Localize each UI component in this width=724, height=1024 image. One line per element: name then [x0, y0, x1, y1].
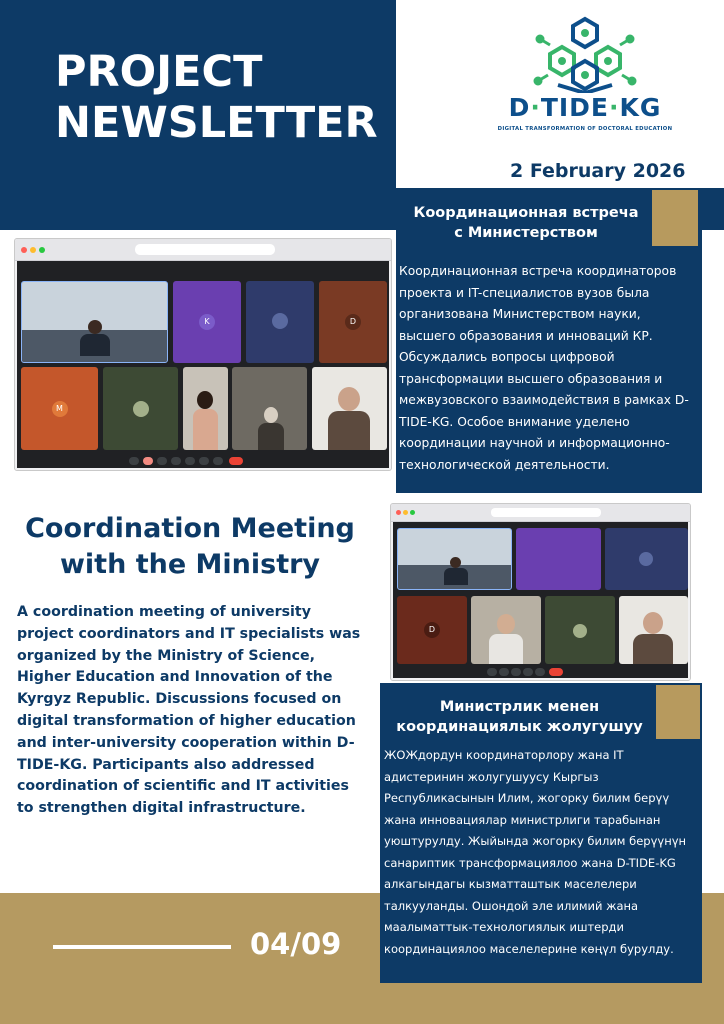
video-tile	[605, 528, 688, 590]
video-call-grid	[393, 522, 688, 678]
video-tile	[103, 367, 178, 450]
logo-separator-2: ·	[609, 93, 620, 122]
participant-head	[338, 387, 360, 411]
avatar	[272, 313, 288, 329]
video-tile	[173, 281, 241, 363]
participant-body	[444, 568, 468, 585]
logo-separator-1: ·	[530, 93, 541, 122]
participant-body	[633, 634, 673, 664]
captions-icon[interactable]	[511, 668, 521, 676]
maximize-dot-icon	[39, 247, 45, 253]
participant-body	[328, 411, 370, 450]
en-heading-line-2: with the Ministry	[59, 549, 321, 580]
mic-icon[interactable]	[487, 668, 497, 676]
ru-heading-line-1: Координационная встреча	[413, 205, 639, 221]
newsletter-title	[55, 47, 378, 149]
ky-heading-line-2: координациялык жолугушуу	[396, 719, 643, 735]
video-tile	[397, 596, 467, 664]
present-icon[interactable]	[185, 457, 195, 465]
logo-wordmark	[490, 93, 680, 122]
video-tile	[21, 281, 168, 363]
gold-accent-square	[652, 190, 698, 246]
video-tile	[471, 596, 541, 664]
emoji-icon[interactable]	[171, 457, 181, 465]
hexagon-network-icon	[490, 15, 680, 93]
minimize-dot-icon	[403, 510, 408, 515]
ky-body-text: ЖОЖдордун координаторлору жана IT адистеринин жолугушуусу Кыргыз Республикасынын Илим, жогорку билим берүү жана инновациялар министрлиги тарабынан уюштурулду. Жыйында жогорку билим берүүнүн санариптик трансформациялоо жана D-TIDE-KG алкагындагы кызматташтык маселелери талкууланды. Ошондой эле илимий жана маалыматтык-технологиялык иштерди координациялоо маселелерине көңүл бурулду.	[384, 748, 687, 956]
video-tile	[312, 367, 387, 450]
camera-icon[interactable]	[499, 668, 509, 676]
avatar	[639, 552, 653, 566]
meeting-controls	[393, 666, 688, 678]
participant-head	[497, 614, 515, 634]
camera-off-icon[interactable]	[143, 457, 153, 465]
participant-body	[489, 634, 523, 664]
captions-icon[interactable]	[157, 457, 167, 465]
en-heading-line-1: Coordination Meeting	[25, 513, 355, 544]
participant-body	[258, 423, 284, 450]
address-bar	[491, 508, 601, 517]
minimize-dot-icon	[30, 247, 36, 253]
avatar: D	[345, 314, 361, 330]
title-line-1: PROJECT	[55, 47, 263, 97]
meeting-controls	[17, 454, 389, 468]
issue-date: 2 February 2026	[510, 160, 686, 182]
maximize-dot-icon	[410, 510, 415, 515]
present-icon[interactable]	[523, 668, 533, 676]
ru-heading-line-2: с Министерством	[454, 225, 598, 241]
gold-accent-square	[656, 685, 700, 739]
browser-toolbar	[391, 504, 690, 522]
participant-head	[450, 557, 461, 568]
video-tile	[516, 528, 601, 590]
ky-heading-line-1: Министрлик менен	[439, 699, 600, 715]
video-tile	[397, 528, 512, 590]
participant-head	[264, 407, 278, 423]
avatar: M	[52, 401, 68, 417]
video-tile	[21, 367, 98, 450]
address-bar	[135, 244, 275, 255]
avatar	[133, 401, 149, 417]
mic-icon[interactable]	[129, 457, 139, 465]
logo-part-tide: TIDE	[540, 93, 610, 122]
participant-head	[197, 391, 213, 409]
avatar	[573, 624, 587, 638]
ky-heading	[382, 697, 657, 737]
participant-head	[88, 320, 102, 334]
video-tile	[319, 281, 387, 363]
participant-body	[80, 334, 110, 356]
ru-body-text: Координационная встреча координаторов проекта и IT-специалистов вузов была организована Министерством науки, высшего образования и инноваций КР. Обсуждались вопросы цифровой трансформации высшего образования и межвузовского взаимодействия в рамках D-TIDE-KG. Особое внимание уделено координации научной и информационно-технологической деятельности.	[399, 264, 689, 472]
logo-part-kg: KG	[619, 93, 662, 122]
meeting-screenshot-1	[14, 238, 392, 471]
meeting-screenshot-2	[390, 503, 691, 681]
logo-part-d: D	[508, 93, 531, 122]
video-call-grid	[17, 261, 389, 468]
hand-icon[interactable]	[199, 457, 209, 465]
browser-toolbar	[15, 239, 391, 261]
en-body-text: A coordination meeting of university project coordinators and IT specialists was organized by the Ministry of Science, Higher Education and Innovation of the Kyrgyz Republic. Discussions focused on digital transformation of higher education and inter-university cooperation within D-TIDE-KG. Participants also addressed coordination of scientific and IT activities to strengthen digital infrastructure.	[17, 604, 361, 817]
participant-body	[193, 409, 218, 450]
footer-divider	[53, 945, 231, 949]
more-icon[interactable]	[213, 457, 223, 465]
logo-tagline: DIGITAL TRANSFORMATION OF DOCTORAL EDUCATION	[497, 126, 673, 132]
en-heading	[0, 511, 380, 583]
end-call-icon[interactable]	[229, 457, 243, 465]
close-dot-icon	[21, 247, 27, 253]
video-tile	[545, 596, 615, 664]
title-line-2: NEWSLETTER	[55, 98, 378, 148]
close-dot-icon	[396, 510, 401, 515]
ru-heading	[396, 203, 656, 243]
video-tile	[232, 367, 307, 450]
video-tile	[619, 596, 688, 664]
page-number: 04/09	[250, 927, 342, 961]
avatar: D	[424, 622, 440, 638]
avatar: K	[199, 314, 215, 330]
video-tile	[183, 367, 228, 450]
end-call-icon[interactable]	[549, 668, 563, 676]
project-logo	[490, 15, 680, 140]
more-icon[interactable]	[535, 668, 545, 676]
participant-head	[643, 612, 663, 634]
video-tile	[246, 281, 314, 363]
